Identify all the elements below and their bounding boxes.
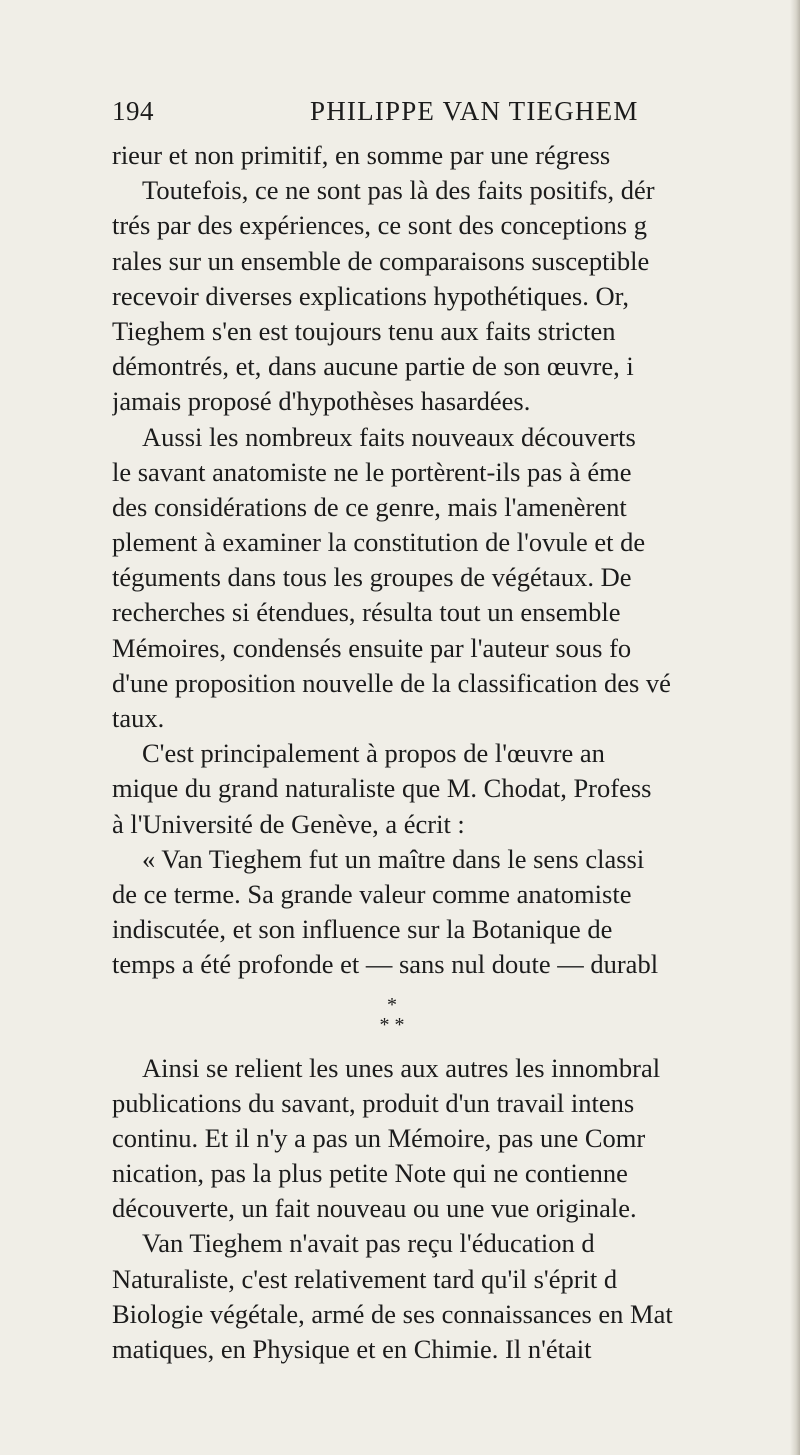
paragraph — [112, 420, 792, 737]
text-line: mique du grand naturaliste que M. Chodat, Profess — [112, 773, 652, 804]
quotation — [112, 842, 792, 983]
text-line: Tieghem s'en est toujours tenu aux faits stricten — [112, 315, 616, 346]
text-line: Biologie végétale, armé de ses connaissances en Mat — [112, 1298, 673, 1329]
text-line: plement à examiner la constitution de l'ovule et de — [112, 527, 646, 558]
text-line: nication, pas la plus petite Note qui ne contienne — [112, 1158, 628, 1189]
text-line: Aussi les nombreux faits nouveaux découverts — [142, 421, 636, 452]
text-line: jamais proposé d'hypothèses hasardées. — [112, 386, 531, 417]
text-line: Van Tieghem n'avait pas reçu l'éducation d — [142, 1228, 595, 1259]
text-line: rales sur un ensemble de comparaisons susceptible — [112, 245, 650, 276]
text-line: « Van Tieghem fut un maître dans le sens classi — [142, 843, 645, 874]
text-line: des considérations de ce genre, mais l'amenèrent — [112, 491, 627, 522]
text-line: matiques, en Physique et en Chimie. Il n'était — [112, 1334, 592, 1364]
text-line: d'une proposition nouvelle de la classification des vé — [112, 667, 671, 698]
page-number: 194 — [112, 96, 154, 126]
paragraph — [112, 173, 792, 419]
page-edge-shadow — [790, 0, 800, 1455]
asterism-bottom: * * — [379, 1013, 405, 1036]
text-line: Mémoires, condensés ensuite par l'auteur sous fo — [112, 632, 632, 663]
text-line: trés par des expériences, ce sont des conceptions g — [112, 210, 647, 241]
running-head: PHILIPPE VAN TIEGHEM — [310, 96, 639, 126]
text-line: à l'Université de Genève, a écrit : — [112, 808, 465, 839]
text-line: taux. — [112, 703, 165, 733]
text-line: indiscutée, et son influence sur la Botanique de — [112, 914, 613, 945]
page-header — [112, 96, 772, 136]
text-line: temps a été profonde et — sans nul doute — durabl — [112, 949, 659, 980]
text-line: recherches si étendues, résulta tout un ensemble — [112, 597, 621, 628]
text-line: téguments dans tous les groupes de végétaux. De — [112, 562, 632, 593]
text-line: Ainsi se relient les unes aux autres les innombral — [142, 1052, 661, 1083]
text-line: le savant anatomiste ne le portèrent-ils pas à éme — [112, 456, 632, 487]
text-line: de ce terme. Sa grande valeur comme anatomiste — [112, 878, 632, 909]
paragraph — [112, 138, 792, 173]
text-line: Toutefois, ce ne sont pas là des faits positifs, dér — [142, 175, 655, 206]
asterism-top: * — [387, 993, 397, 1016]
text-line: C'est principalement à propos de l'œuvre an — [142, 738, 605, 769]
body-text — [112, 138, 792, 1367]
text-line: publications du savant, produit d'un travail intens — [112, 1087, 635, 1118]
text-line: démontrés, et, dans aucune partie de son œuvre, i — [112, 351, 634, 382]
paragraph — [112, 736, 792, 842]
paragraph — [112, 1051, 792, 1227]
paragraph — [112, 1226, 792, 1367]
text-line: rieur et non primitif, en somme par une régress — [112, 140, 611, 170]
text-line: continu. Et il n'y a pas un Mémoire, pas une Comr — [112, 1122, 646, 1153]
text-line: découverte, un fait nouveau ou une vue originale. — [112, 1193, 637, 1224]
section-asterism — [112, 995, 792, 1037]
text-line: Naturaliste, c'est relativement tard qu'il s'éprit d — [112, 1263, 618, 1294]
text-line: recevoir diverses explications hypothétiques. Or, — [112, 280, 630, 311]
